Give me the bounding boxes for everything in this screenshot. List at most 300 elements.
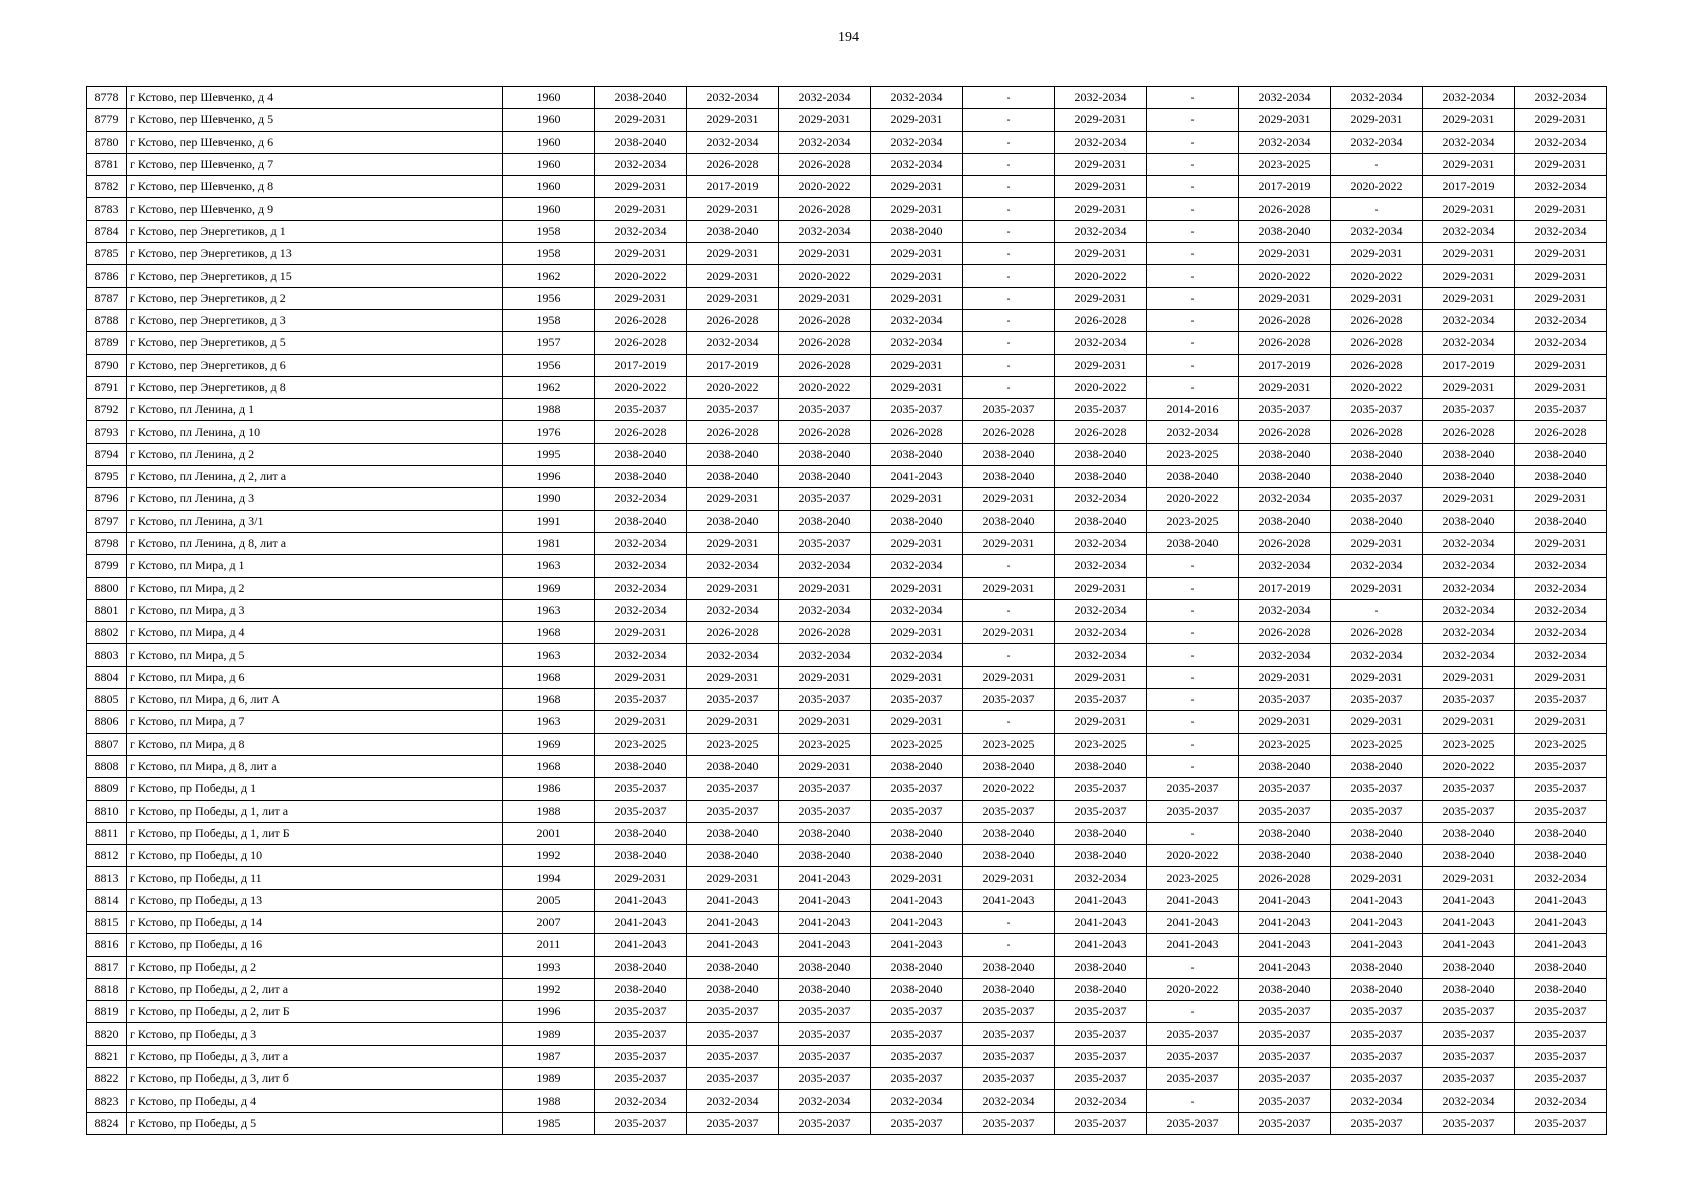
repair-period-cell: 2041-2043 xyxy=(871,934,963,956)
repair-period-cell: 2038-2040 xyxy=(1515,845,1607,867)
year-built-cell: 1960 xyxy=(503,87,595,109)
repair-period-cell: 2020-2022 xyxy=(779,265,871,287)
repair-period-cell: 2032-2034 xyxy=(779,1090,871,1112)
year-built-cell: 1985 xyxy=(503,1112,595,1134)
repair-period-cell: 2032-2034 xyxy=(1331,131,1423,153)
repair-period-cell: 2035-2037 xyxy=(1515,1001,1607,1023)
year-built-cell: 1969 xyxy=(503,733,595,755)
repair-period-cell: 2038-2040 xyxy=(1055,443,1147,465)
repair-period-cell: 2038-2040 xyxy=(871,443,963,465)
row-number-cell: 8809 xyxy=(87,778,127,800)
repair-period-cell: 2032-2034 xyxy=(687,555,779,577)
repair-period-cell: 2035-2037 xyxy=(963,1068,1055,1090)
repair-period-cell: 2023-2025 xyxy=(1239,153,1331,175)
row-number-cell: 8782 xyxy=(87,176,127,198)
table-row xyxy=(87,845,1607,867)
repair-period-cell: - xyxy=(1147,711,1239,733)
year-built-cell: 1990 xyxy=(503,488,595,510)
address-cell: г Кстово, пер Энергетиков, д 8 xyxy=(127,376,503,398)
repair-period-cell: 2041-2043 xyxy=(595,934,687,956)
repair-period-cell: 2035-2037 xyxy=(871,778,963,800)
repair-period-cell: 2032-2034 xyxy=(1515,1090,1607,1112)
repair-period-cell: 2035-2037 xyxy=(779,800,871,822)
repair-period-cell: 2041-2043 xyxy=(779,867,871,889)
year-built-cell: 1963 xyxy=(503,555,595,577)
repair-period-cell: 2029-2031 xyxy=(1239,376,1331,398)
table-row xyxy=(87,131,1607,153)
repair-period-cell: 2032-2034 xyxy=(779,555,871,577)
repair-period-cell: 2038-2040 xyxy=(687,220,779,242)
row-number-cell: 8795 xyxy=(87,466,127,488)
repair-period-cell: 2029-2031 xyxy=(871,376,963,398)
repair-period-cell: - xyxy=(963,599,1055,621)
address-cell: г Кстово, пр Победы, д 10 xyxy=(127,845,503,867)
row-number-cell: 8815 xyxy=(87,911,127,933)
repair-period-cell: - xyxy=(1147,354,1239,376)
repair-period-cell: 2035-2037 xyxy=(687,399,779,421)
repair-period-cell: 2038-2040 xyxy=(1515,822,1607,844)
repair-period-cell: 2032-2034 xyxy=(871,153,963,175)
repair-period-cell: 2038-2040 xyxy=(1239,510,1331,532)
repair-period-cell: 2020-2022 xyxy=(963,778,1055,800)
repair-period-cell: 2032-2034 xyxy=(1515,867,1607,889)
repair-period-cell: - xyxy=(963,934,1055,956)
repair-period-cell: 2038-2040 xyxy=(963,755,1055,777)
repair-period-cell: 2032-2034 xyxy=(1515,176,1607,198)
year-built-cell: 1958 xyxy=(503,309,595,331)
repair-period-cell: 2038-2040 xyxy=(779,466,871,488)
repair-period-cell: 2032-2034 xyxy=(1423,577,1515,599)
repair-period-cell: 2035-2037 xyxy=(1147,1023,1239,1045)
repair-period-cell: 2023-2025 xyxy=(1147,443,1239,465)
repair-period-cell: 2026-2028 xyxy=(1239,309,1331,331)
repair-period-cell: 2041-2043 xyxy=(1331,911,1423,933)
repair-period-cell: 2032-2034 xyxy=(871,644,963,666)
year-built-cell: 2001 xyxy=(503,822,595,844)
repair-period-cell: 2029-2031 xyxy=(1055,109,1147,131)
repair-period-cell: 2038-2040 xyxy=(963,510,1055,532)
repair-period-cell: 2032-2034 xyxy=(1515,644,1607,666)
address-cell: г Кстово, пл Ленина, д 10 xyxy=(127,421,503,443)
repair-period-cell: - xyxy=(1147,956,1239,978)
repair-period-cell: 2032-2034 xyxy=(1239,488,1331,510)
table-row xyxy=(87,666,1607,688)
row-number-cell: 8814 xyxy=(87,889,127,911)
repair-period-cell: - xyxy=(1147,376,1239,398)
repair-period-cell: 2035-2037 xyxy=(1239,778,1331,800)
repair-period-cell: 2032-2034 xyxy=(1239,599,1331,621)
repair-period-cell: 2029-2031 xyxy=(963,532,1055,554)
repair-period-cell: 2026-2028 xyxy=(595,332,687,354)
repair-period-cell: 2038-2040 xyxy=(779,845,871,867)
repair-period-cell: 2035-2037 xyxy=(595,1023,687,1045)
row-number-cell: 8810 xyxy=(87,800,127,822)
repair-period-cell: 2035-2037 xyxy=(1331,1023,1423,1045)
row-number-cell: 8792 xyxy=(87,399,127,421)
repair-period-cell: 2035-2037 xyxy=(687,800,779,822)
repair-period-cell: 2035-2037 xyxy=(687,1023,779,1045)
repair-period-cell: 2020-2022 xyxy=(1239,265,1331,287)
row-number-cell: 8781 xyxy=(87,153,127,175)
repair-period-cell: 2026-2028 xyxy=(1515,421,1607,443)
repair-period-cell: 2032-2034 xyxy=(779,599,871,621)
repair-period-cell: 2026-2028 xyxy=(1423,421,1515,443)
repair-period-cell: 2035-2037 xyxy=(687,689,779,711)
repair-period-cell: 2029-2031 xyxy=(1515,354,1607,376)
repair-period-cell: 2038-2040 xyxy=(779,822,871,844)
repair-period-cell: 2023-2025 xyxy=(1331,733,1423,755)
repair-period-cell: 2029-2031 xyxy=(779,577,871,599)
repair-period-cell: 2029-2031 xyxy=(687,532,779,554)
repair-period-cell: 2029-2031 xyxy=(687,243,779,265)
repair-period-cell: 2023-2025 xyxy=(1055,733,1147,755)
repair-period-cell: 2041-2043 xyxy=(1423,911,1515,933)
repair-period-cell: 2035-2037 xyxy=(1331,689,1423,711)
repair-period-cell: - xyxy=(963,243,1055,265)
repair-period-cell: 2038-2040 xyxy=(1147,532,1239,554)
table-row xyxy=(87,220,1607,242)
row-number-cell: 8821 xyxy=(87,1045,127,1067)
repair-period-cell: 2035-2037 xyxy=(779,1001,871,1023)
repair-period-cell: 2029-2031 xyxy=(1515,532,1607,554)
year-built-cell: 1960 xyxy=(503,198,595,220)
repair-period-cell: 2041-2043 xyxy=(1239,956,1331,978)
repair-period-cell: 2032-2034 xyxy=(871,309,963,331)
repair-period-cell: 2020-2022 xyxy=(1055,265,1147,287)
repair-period-cell: 2035-2037 xyxy=(1239,1001,1331,1023)
address-cell: г Кстово, пр Победы, д 13 xyxy=(127,889,503,911)
repair-period-cell: 2038-2040 xyxy=(779,510,871,532)
repair-period-cell: 2032-2034 xyxy=(1055,220,1147,242)
repair-period-cell: 2035-2037 xyxy=(1055,689,1147,711)
repair-period-cell: 2017-2019 xyxy=(595,354,687,376)
address-cell: г Кстово, пр Победы, д 4 xyxy=(127,1090,503,1112)
repair-period-cell: 2038-2040 xyxy=(1239,822,1331,844)
table-row xyxy=(87,109,1607,131)
row-number-cell: 8799 xyxy=(87,555,127,577)
repair-period-cell: 2029-2031 xyxy=(1423,265,1515,287)
repair-period-cell: - xyxy=(1331,153,1423,175)
repair-period-cell: 2029-2031 xyxy=(871,198,963,220)
repair-period-cell: - xyxy=(1147,689,1239,711)
repair-period-cell: 2020-2022 xyxy=(1331,176,1423,198)
table-body xyxy=(87,87,1607,1135)
repair-period-cell: 2035-2037 xyxy=(1331,1045,1423,1067)
repair-period-cell: 2029-2031 xyxy=(687,867,779,889)
repair-period-cell: 2035-2037 xyxy=(595,800,687,822)
repair-period-cell: 2041-2043 xyxy=(871,889,963,911)
repair-period-cell: - xyxy=(963,153,1055,175)
row-number-cell: 8786 xyxy=(87,265,127,287)
repair-period-cell: 2035-2037 xyxy=(779,778,871,800)
repair-period-cell: 2032-2034 xyxy=(1423,332,1515,354)
repair-period-cell: 2023-2025 xyxy=(687,733,779,755)
repair-period-cell: 2038-2040 xyxy=(963,956,1055,978)
repair-period-cell: 2035-2037 xyxy=(1423,1068,1515,1090)
year-built-cell: 1994 xyxy=(503,867,595,889)
repair-period-cell: 2017-2019 xyxy=(1239,354,1331,376)
repair-period-cell: 2017-2019 xyxy=(1239,577,1331,599)
repair-period-cell: - xyxy=(1147,599,1239,621)
repair-period-cell: - xyxy=(1147,131,1239,153)
repair-period-cell: 2029-2031 xyxy=(1331,867,1423,889)
repair-period-cell: 2038-2040 xyxy=(871,978,963,1000)
repair-period-cell: 2035-2037 xyxy=(1423,1023,1515,1045)
repair-period-cell: 2035-2037 xyxy=(595,1068,687,1090)
year-built-cell: 1992 xyxy=(503,845,595,867)
repair-period-cell: 2026-2028 xyxy=(779,153,871,175)
repair-period-cell: 2023-2025 xyxy=(779,733,871,755)
row-number-cell: 8801 xyxy=(87,599,127,621)
repair-period-cell: 2029-2031 xyxy=(1515,198,1607,220)
repair-period-cell: 2038-2040 xyxy=(963,443,1055,465)
repair-period-cell: 2032-2034 xyxy=(595,153,687,175)
row-number-cell: 8811 xyxy=(87,822,127,844)
repair-period-cell: 2026-2028 xyxy=(687,622,779,644)
year-built-cell: 1956 xyxy=(503,354,595,376)
repair-period-cell: 2035-2037 xyxy=(871,689,963,711)
address-cell: г Кстово, пр Победы, д 1 xyxy=(127,778,503,800)
repair-period-cell: - xyxy=(1147,755,1239,777)
repair-period-cell: 2035-2037 xyxy=(963,1112,1055,1134)
repair-period-cell: 2041-2043 xyxy=(871,466,963,488)
repair-period-cell: 2035-2037 xyxy=(1423,800,1515,822)
address-cell: г Кстово, пр Победы, д 16 xyxy=(127,934,503,956)
repair-period-cell: 2035-2037 xyxy=(1515,800,1607,822)
repair-period-cell: 2032-2034 xyxy=(1423,644,1515,666)
table-row xyxy=(87,911,1607,933)
repair-period-cell: 2032-2034 xyxy=(595,220,687,242)
repair-period-cell: 2035-2037 xyxy=(1331,1112,1423,1134)
repair-period-cell: 2026-2028 xyxy=(595,421,687,443)
repair-period-cell: 2038-2040 xyxy=(1331,755,1423,777)
repair-period-cell: 2032-2034 xyxy=(1423,599,1515,621)
repair-period-cell: 2032-2034 xyxy=(1515,220,1607,242)
repair-period-cell: 2029-2031 xyxy=(871,711,963,733)
repair-period-cell: 2026-2028 xyxy=(687,421,779,443)
repair-period-cell: 2032-2034 xyxy=(1331,1090,1423,1112)
repair-period-cell: 2038-2040 xyxy=(687,510,779,532)
repair-period-cell: 2035-2037 xyxy=(1239,399,1331,421)
row-number-cell: 8788 xyxy=(87,309,127,331)
repair-period-cell: 2041-2043 xyxy=(779,889,871,911)
repair-period-cell: 2029-2031 xyxy=(1515,376,1607,398)
repair-period-cell: 2029-2031 xyxy=(871,176,963,198)
repair-period-cell: 2032-2034 xyxy=(1515,622,1607,644)
table-row xyxy=(87,488,1607,510)
repair-period-cell: 2029-2031 xyxy=(687,287,779,309)
address-cell: г Кстово, пр Победы, д 5 xyxy=(127,1112,503,1134)
repair-period-cell: 2041-2043 xyxy=(687,889,779,911)
row-number-cell: 8823 xyxy=(87,1090,127,1112)
repair-period-cell: 2035-2037 xyxy=(1055,800,1147,822)
row-number-cell: 8804 xyxy=(87,666,127,688)
repair-period-cell: 2038-2040 xyxy=(871,220,963,242)
row-number-cell: 8778 xyxy=(87,87,127,109)
repair-period-cell: 2020-2022 xyxy=(687,376,779,398)
repair-period-cell: 2023-2025 xyxy=(1147,867,1239,889)
repair-period-cell: 2035-2037 xyxy=(1423,1112,1515,1134)
repair-period-cell: 2035-2037 xyxy=(1147,1112,1239,1134)
repair-period-cell: 2026-2028 xyxy=(779,332,871,354)
repair-period-cell: 2026-2028 xyxy=(1239,867,1331,889)
repair-period-cell: 2032-2034 xyxy=(1055,1090,1147,1112)
repair-period-cell: 2029-2031 xyxy=(687,666,779,688)
repair-period-cell: 2035-2037 xyxy=(1423,778,1515,800)
repair-period-cell: 2029-2031 xyxy=(1423,376,1515,398)
repair-period-cell: 2032-2034 xyxy=(595,488,687,510)
repair-period-cell: 2038-2040 xyxy=(687,978,779,1000)
repair-period-cell: 2023-2025 xyxy=(1239,733,1331,755)
address-cell: г Кстово, пл Мира, д 8 xyxy=(127,733,503,755)
repair-period-cell: 2032-2034 xyxy=(1423,532,1515,554)
repair-period-cell: - xyxy=(1147,198,1239,220)
repair-period-cell: 2038-2040 xyxy=(1331,510,1423,532)
repair-period-cell: 2035-2037 xyxy=(1055,399,1147,421)
repair-period-cell: 2038-2040 xyxy=(595,755,687,777)
repair-period-cell: 2035-2037 xyxy=(871,1112,963,1134)
repair-period-cell: 2035-2037 xyxy=(1055,1023,1147,1045)
repair-period-cell: 2026-2028 xyxy=(779,622,871,644)
repair-period-cell: 2038-2040 xyxy=(1423,443,1515,465)
repair-period-cell: 2035-2037 xyxy=(1239,1112,1331,1134)
repair-period-cell: 2029-2031 xyxy=(1515,243,1607,265)
repair-period-cell: 2029-2031 xyxy=(1055,354,1147,376)
address-cell: г Кстово, пл Мира, д 7 xyxy=(127,711,503,733)
table-row xyxy=(87,689,1607,711)
repair-period-cell: 2035-2037 xyxy=(779,532,871,554)
repair-period-cell: 2035-2037 xyxy=(687,1112,779,1134)
repair-period-cell: 2029-2031 xyxy=(1055,577,1147,599)
address-cell: г Кстово, пер Энергетиков, д 13 xyxy=(127,243,503,265)
repair-period-cell: - xyxy=(1147,309,1239,331)
row-number-cell: 8798 xyxy=(87,532,127,554)
repair-period-cell: 2038-2040 xyxy=(1331,466,1423,488)
repair-period-cell: 2035-2037 xyxy=(1515,1023,1607,1045)
address-cell: г Кстово, пр Победы, д 2, лит Б xyxy=(127,1001,503,1023)
repair-period-cell: 2029-2031 xyxy=(871,666,963,688)
year-built-cell: 1986 xyxy=(503,778,595,800)
repair-period-cell: 2029-2031 xyxy=(1423,198,1515,220)
repair-period-cell: 2035-2037 xyxy=(1515,778,1607,800)
repair-period-cell: 2032-2034 xyxy=(1515,131,1607,153)
row-number-cell: 8818 xyxy=(87,978,127,1000)
repair-period-cell: 2038-2040 xyxy=(871,510,963,532)
repair-period-cell: 2041-2043 xyxy=(1147,889,1239,911)
repair-period-cell: 2038-2040 xyxy=(1239,978,1331,1000)
repair-period-cell: 2020-2022 xyxy=(1331,265,1423,287)
repair-period-cell: 2032-2034 xyxy=(1331,87,1423,109)
repair-period-cell: 2029-2031 xyxy=(1331,243,1423,265)
repair-period-cell: 2029-2031 xyxy=(1331,109,1423,131)
repair-period-cell: 2029-2031 xyxy=(1331,287,1423,309)
repair-period-cell: 2032-2034 xyxy=(1515,87,1607,109)
repair-period-cell: 2029-2031 xyxy=(963,488,1055,510)
table-row xyxy=(87,287,1607,309)
repair-period-cell: - xyxy=(1147,1001,1239,1023)
repair-period-cell: 2026-2028 xyxy=(1239,622,1331,644)
repair-period-cell: - xyxy=(1147,176,1239,198)
year-built-cell: 2005 xyxy=(503,889,595,911)
address-cell: г Кстово, пл Ленина, д 2 xyxy=(127,443,503,465)
year-built-cell: 1992 xyxy=(503,978,595,1000)
repair-period-cell: 2038-2040 xyxy=(779,443,871,465)
repair-period-cell: 2032-2034 xyxy=(779,131,871,153)
address-cell: г Кстово, пр Победы, д 1, лит а xyxy=(127,800,503,822)
table-row xyxy=(87,867,1607,889)
repair-period-cell: 2035-2037 xyxy=(595,778,687,800)
address-cell: г Кстово, пл Мира, д 6 xyxy=(127,666,503,688)
year-built-cell: 2011 xyxy=(503,934,595,956)
repair-period-cell: 2032-2034 xyxy=(1423,555,1515,577)
repair-period-cell: 2032-2034 xyxy=(1331,220,1423,242)
repair-period-cell: 2035-2037 xyxy=(1515,1045,1607,1067)
repair-period-cell: 2029-2031 xyxy=(871,577,963,599)
repair-period-cell: 2035-2037 xyxy=(595,399,687,421)
repair-period-cell: 2029-2031 xyxy=(1055,666,1147,688)
table-row xyxy=(87,1045,1607,1067)
repair-period-cell: 2032-2034 xyxy=(687,599,779,621)
table-row xyxy=(87,1001,1607,1023)
year-built-cell: 1958 xyxy=(503,243,595,265)
repair-period-cell: 2029-2031 xyxy=(595,666,687,688)
repair-period-cell: 2038-2040 xyxy=(687,822,779,844)
repair-period-cell: 2041-2043 xyxy=(1055,889,1147,911)
row-number-cell: 8803 xyxy=(87,644,127,666)
row-number-cell: 8824 xyxy=(87,1112,127,1134)
repair-period-cell: 2035-2037 xyxy=(1147,1068,1239,1090)
repair-period-cell: 2041-2043 xyxy=(1331,889,1423,911)
repair-period-cell: 2041-2043 xyxy=(1515,889,1607,911)
row-number-cell: 8808 xyxy=(87,755,127,777)
repair-period-cell: 2029-2031 xyxy=(687,265,779,287)
year-built-cell: 1960 xyxy=(503,131,595,153)
repair-period-cell: 2041-2043 xyxy=(687,934,779,956)
repair-period-cell: 2035-2037 xyxy=(1055,1045,1147,1067)
repair-period-cell: 2035-2037 xyxy=(595,1112,687,1134)
repair-period-cell: 2035-2037 xyxy=(1239,1090,1331,1112)
repair-period-cell: - xyxy=(963,354,1055,376)
repair-period-cell: - xyxy=(963,376,1055,398)
year-built-cell: 1958 xyxy=(503,220,595,242)
repair-period-cell: 2029-2031 xyxy=(1515,711,1607,733)
repair-period-cell: 2032-2034 xyxy=(1423,87,1515,109)
address-cell: г Кстово, пр Победы, д 14 xyxy=(127,911,503,933)
repair-period-cell: 2020-2022 xyxy=(1147,488,1239,510)
repair-period-cell: 2038-2040 xyxy=(1515,510,1607,532)
table-row xyxy=(87,889,1607,911)
housing-registry-table xyxy=(86,86,1607,1135)
repair-period-cell: 2020-2022 xyxy=(1147,845,1239,867)
repair-period-cell: 2041-2043 xyxy=(871,911,963,933)
repair-period-cell: 2032-2034 xyxy=(1055,644,1147,666)
repair-period-cell: 2035-2037 xyxy=(779,399,871,421)
repair-period-cell: 2035-2037 xyxy=(871,800,963,822)
address-cell: г Кстово, пл Мира, д 8, лит а xyxy=(127,755,503,777)
repair-period-cell: 2038-2040 xyxy=(963,845,1055,867)
repair-period-cell: 2038-2040 xyxy=(1331,845,1423,867)
repair-period-cell: - xyxy=(1147,644,1239,666)
repair-period-cell: 2017-2019 xyxy=(1239,176,1331,198)
repair-period-cell: 2035-2037 xyxy=(1331,399,1423,421)
table-row xyxy=(87,421,1607,443)
repair-period-cell: 2038-2040 xyxy=(1239,755,1331,777)
repair-period-cell: 2029-2031 xyxy=(963,622,1055,644)
table-row xyxy=(87,399,1607,421)
repair-period-cell: - xyxy=(963,265,1055,287)
row-number-cell: 8822 xyxy=(87,1068,127,1090)
repair-period-cell: - xyxy=(963,711,1055,733)
